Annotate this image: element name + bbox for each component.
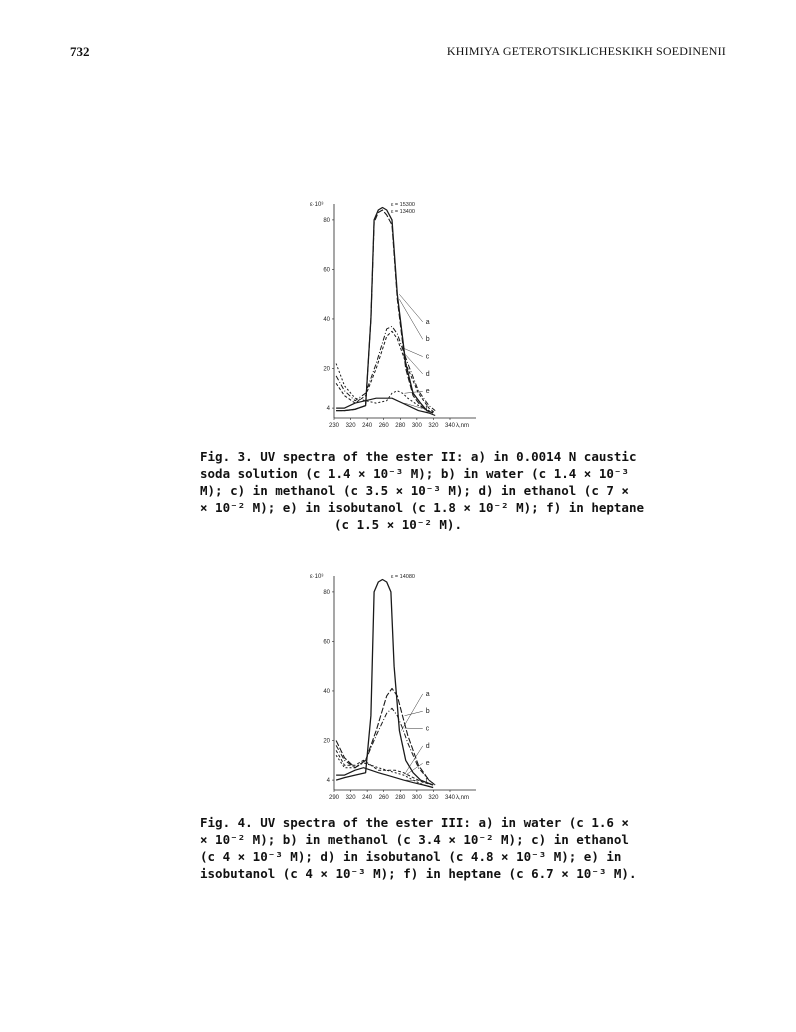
x-tick-label: 280 — [395, 795, 406, 801]
y-tick-label: 20 — [323, 738, 330, 745]
series-b-label: b — [425, 336, 430, 344]
y-axis-label: ε·10³ — [310, 574, 324, 580]
x-axis-label: λ,nm — [456, 795, 470, 801]
series-e-line — [336, 755, 433, 787]
series-c-label: c — [425, 725, 430, 733]
y-axis-label: ε·10³ — [310, 202, 324, 208]
page-number: 732 — [70, 44, 90, 59]
series-f-line — [336, 398, 435, 415]
series-d-label: d — [425, 742, 430, 750]
caption-line: × 10⁻² M); b) in methanol (c 3.4 × 10⁻² M); c) in ethanol — [200, 832, 629, 847]
x-tick-label: 240 — [362, 795, 373, 801]
figure-3 — [300, 196, 500, 442]
y-tick-label: 40 — [323, 688, 330, 695]
series-a-leader — [399, 294, 422, 322]
peak-annotation: ε = 14080 — [390, 574, 415, 580]
x-tick-label: 260 — [378, 795, 389, 801]
y-tick-label: 80 — [323, 589, 330, 596]
y-tick-label: 4 — [326, 778, 330, 785]
figure-4-chart — [300, 568, 510, 814]
y-tick-label: 40 — [323, 316, 330, 323]
journal-title: KHIMIYA GETEROTSIKLICHESKIKH SOEDINENII — [446, 44, 726, 58]
series-d-label: d — [425, 370, 430, 378]
x-tick-label: 320 — [428, 795, 439, 801]
x-tick-label: 300 — [411, 795, 422, 801]
caption-line: (c 1.5 × 10⁻² M). — [334, 517, 462, 532]
caption-line: (c 4 × 10⁻³ M); d) in isobutanol (c 4.8 × 10⁻³ M); e) in — [200, 849, 622, 864]
x-tick-label: 300 — [411, 423, 422, 429]
peak-annotation: ε = 13400 — [390, 209, 415, 215]
x-tick-label: 340 — [444, 423, 456, 429]
figure-3-chart — [300, 196, 500, 442]
figure-3-caption — [200, 448, 645, 533]
caption-line: soda solution (c 1.4 × 10⁻³ M); b) in water (c 1.4 × 10⁻³ — [200, 466, 629, 481]
x-tick-label: 320 — [345, 423, 356, 429]
x-tick-label: 290 — [328, 795, 340, 801]
x-tick-label: 320 — [345, 795, 356, 801]
series-b-leader — [399, 299, 422, 339]
series-e-label: e — [425, 388, 430, 396]
caption-line: Fig. 4. UV spectra of the ester III: a) in water (c 1.6 × — [200, 815, 629, 830]
caption-line: isobutanol (c 4 × 10⁻³ M); f) in heptane (c 6.7 × 10⁻³ M). — [200, 866, 637, 881]
series-c-label: c — [425, 353, 430, 361]
y-tick-label: 20 — [323, 366, 330, 373]
caption-line: × 10⁻² M); e) in isobutanol (c 1.8 × 10⁻² M); f) in heptane — [200, 500, 645, 515]
series-f-label: f — [425, 405, 428, 413]
caption-line: M); c) in methanol (c 3.5 × 10⁻³ M); d) in ethanol (c 7 × — [200, 483, 629, 498]
y-tick-label: 60 — [323, 267, 330, 274]
x-axis-label: λ,nm — [456, 423, 470, 429]
x-tick-label: 260 — [378, 423, 389, 429]
x-tick-label: 340 — [444, 795, 456, 801]
series-b-line — [336, 210, 433, 413]
figure-4 — [300, 568, 510, 814]
series-f-label: f — [425, 777, 428, 785]
series-a-line — [336, 580, 433, 786]
y-tick-label: 60 — [323, 639, 330, 646]
x-tick-label: 240 — [362, 423, 373, 429]
caption-line: Fig. 3. UV spectra of the ester II: a) in 0.0014 N caustic — [200, 449, 637, 464]
series-a-label: a — [425, 690, 430, 698]
series-e-label: e — [425, 760, 430, 768]
series-d-line — [336, 331, 435, 413]
y-tick-label: 4 — [326, 406, 330, 413]
series-b-leader — [405, 711, 423, 715]
series-c-leader — [405, 349, 423, 357]
x-tick-label: 280 — [395, 423, 406, 429]
series-a-line — [336, 208, 433, 414]
series-c-line — [336, 708, 435, 785]
series-a-label: a — [425, 318, 430, 326]
series-b-label: b — [425, 708, 430, 716]
peak-annotation: ε = 15300 — [390, 202, 415, 208]
x-tick-label: 230 — [328, 423, 340, 429]
x-tick-label: 320 — [428, 423, 439, 429]
figure-4-caption — [200, 814, 637, 882]
y-tick-label: 80 — [323, 217, 330, 224]
